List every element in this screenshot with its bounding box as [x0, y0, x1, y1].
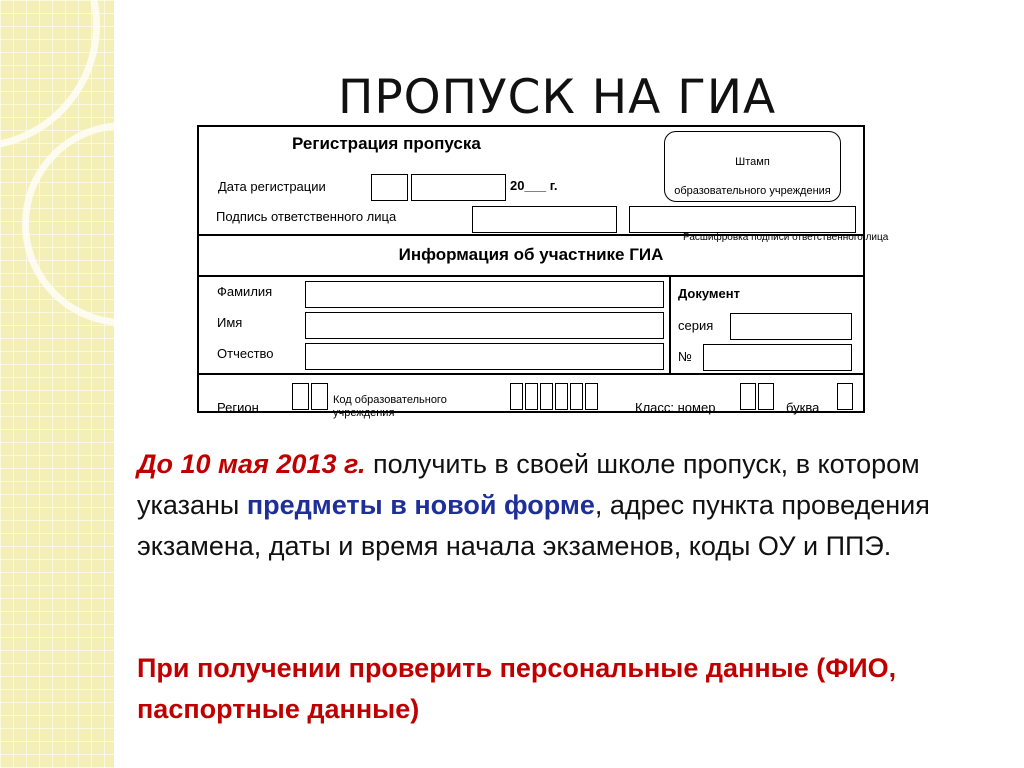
number-label: №	[678, 349, 692, 364]
class-number-label: Класс: номер	[635, 400, 716, 415]
section-divider-2	[199, 275, 863, 277]
signature-field[interactable]	[472, 206, 617, 233]
signature-decoding-field[interactable]	[629, 206, 856, 233]
registration-day-field[interactable]	[371, 174, 408, 201]
name-field[interactable]	[305, 312, 664, 339]
stamp-label-line2: образовательного учреждения	[674, 185, 831, 197]
document-number-field[interactable]	[703, 344, 852, 371]
school-code-cell[interactable]	[555, 383, 568, 410]
patronymic-field[interactable]	[305, 343, 664, 370]
school-code-cell[interactable]	[510, 383, 523, 410]
region-code-cell[interactable]	[292, 383, 309, 410]
decorative-ring-bottom	[22, 122, 114, 326]
school-code-cell[interactable]	[525, 383, 538, 410]
school-code-cell[interactable]	[585, 383, 598, 410]
registration-date-label: Дата регистрации	[218, 179, 326, 194]
stamp-label-line1: Штамп	[735, 156, 770, 168]
school-code-cell[interactable]	[540, 383, 553, 410]
series-label: серия	[678, 318, 714, 333]
participant-heading: Информация об участнике ГИА	[398, 245, 664, 264]
registration-heading: Регистрация пропуска	[292, 134, 481, 153]
registration-year-label: 20___ г.	[510, 178, 558, 193]
surname-label: Фамилия	[217, 284, 273, 299]
stamp-area	[664, 131, 841, 202]
section-divider-3	[199, 373, 863, 375]
highlight-subjects: предметы в новой форме	[246, 490, 595, 520]
signature-label: Подпись ответственного лица	[216, 209, 397, 224]
info-text-part2: , адрес пункта проведения экзамена, даты и время начала экзаменов, коды ОУ и ППЭ.	[137, 490, 930, 561]
document-label: Документ	[678, 286, 740, 301]
pass-form	[197, 125, 889, 419]
name-label: Имя	[217, 315, 243, 330]
school-code-label: Код образовательного учреждения	[333, 394, 447, 419]
surname-field[interactable]	[305, 281, 664, 308]
decorative-ring-top	[0, 0, 100, 150]
region-code-cell[interactable]	[311, 383, 328, 410]
warning-text: При получении проверить персональные данные (ФИО, паспортные данные)	[137, 653, 897, 724]
section-divider-1	[199, 234, 863, 236]
class-number-cell[interactable]	[740, 383, 756, 410]
info-paragraph	[137, 444, 997, 567]
registration-month-field[interactable]	[411, 174, 506, 201]
document-series-field[interactable]	[730, 313, 852, 340]
deadline-text: До 10 мая 2013 г.	[137, 449, 366, 479]
info-text-part1: получить в своей школе пропуск, в котором указаны	[137, 449, 920, 520]
decorative-side-panel	[0, 0, 114, 768]
school-code-cell[interactable]	[570, 383, 583, 410]
page-title: ПРОПУСК НА ГИА	[338, 70, 777, 125]
class-letter-label: буква	[786, 400, 820, 415]
signature-decoding-label: Расшифровка подписи ответственного лица	[683, 232, 889, 243]
region-label: Регион	[217, 400, 259, 415]
patronymic-label: Отчество	[217, 346, 274, 361]
class-letter-cell[interactable]	[837, 383, 853, 410]
class-number-cell[interactable]	[758, 383, 774, 410]
document-column-divider	[669, 275, 671, 373]
